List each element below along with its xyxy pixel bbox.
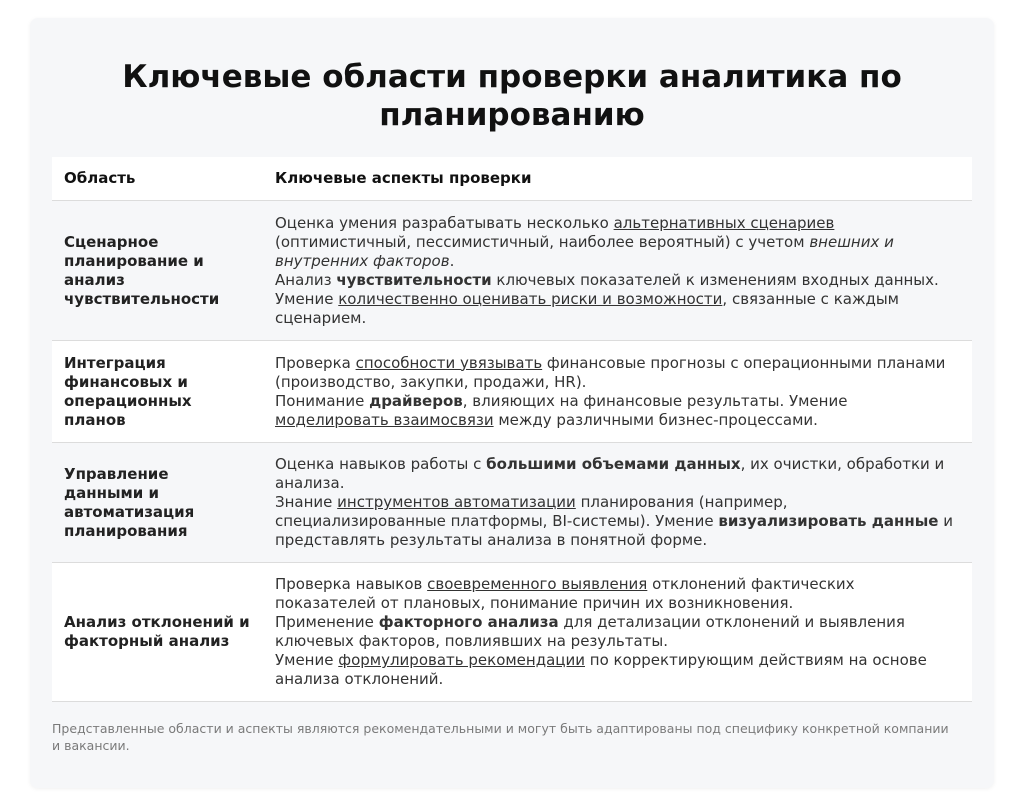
underlined-term: формулировать рекомендации <box>338 651 585 669</box>
bold-term: визуализировать данные <box>718 512 939 530</box>
page-title: Ключевые области проверки аналитика по планированию <box>122 59 902 133</box>
bold-term: чувствительности <box>336 270 492 289</box>
aspect-text: Понимание <box>275 391 370 410</box>
underlined-term: инструментов автоматизации <box>337 493 576 511</box>
aspect-text: ключевых показателей к изменениям входных данных. Умение <box>275 270 939 308</box>
aspect-text: Оценка навыков работы с <box>275 455 487 473</box>
bold-term: факторного анализа <box>378 613 559 631</box>
area-cell: Интеграция финансовых и операционных планов <box>52 341 263 443</box>
underlined-term: количественно оценивать риски и возможности <box>338 289 723 308</box>
table-row <box>52 341 972 443</box>
aspect-text: для детализации отклонений и выявления ключевых факторов, повлиявших на результаты. <box>275 613 905 650</box>
header-area: Область <box>52 157 263 201</box>
area-cell: Сценарное планирование и анализ чувствительности <box>52 201 263 341</box>
area-cell: Управление данными и автоматизация планирования <box>52 443 263 563</box>
table-row <box>52 443 972 563</box>
review-areas-table <box>52 157 972 702</box>
aspect-text: Анализ <box>275 270 337 289</box>
aspect-text: и представлять результаты анализа в понятной форме. <box>275 512 953 549</box>
aspect-text: Применение <box>275 613 379 631</box>
header-aspects: Ключевые аспекты проверки <box>263 157 972 201</box>
aspect-text: Умение <box>275 651 339 669</box>
aspect-text: , их очистки, обработки и анализа. <box>275 455 945 492</box>
bold-term: драйверов <box>369 391 463 410</box>
aspect-text: (оптимистичный, пессимистичный, наиболее вероятный) с учетом <box>275 232 810 251</box>
table-header-row <box>52 157 972 201</box>
underlined-term: способности увязывать <box>355 353 543 372</box>
area-cell: Анализ отклонений и факторный анализ <box>52 563 263 702</box>
footnote: Представленные области и аспекты являются рекомендательными и могут быть адаптированы под специфику конкретной компании и вакансии. <box>52 721 949 753</box>
aspect-text: . <box>449 251 455 270</box>
aspect-text: финансовые прогнозы с операционными планами (производство, закупки, продажи, HR). <box>275 353 946 391</box>
aspect-text: Проверка <box>275 353 356 372</box>
aspects-cell <box>263 341 972 443</box>
aspects-cell <box>263 443 972 563</box>
aspect-text: Знание <box>275 493 338 511</box>
aspect-text: , влияющих на финансовые результаты. Умение <box>462 391 848 410</box>
table-row <box>52 563 972 702</box>
underlined-term: альтернативных сценариев <box>613 213 835 232</box>
italic-term: внешних и внутренних факторов <box>275 232 894 270</box>
aspects-cell <box>263 563 972 702</box>
aspect-text: между различными бизнес-процессами. <box>493 410 818 429</box>
aspect-text: , связанные с каждым сценарием. <box>275 289 899 327</box>
aspect-text: по корректирующим действиям на основе анализа отклонений. <box>275 651 927 688</box>
table-row <box>52 201 972 341</box>
bold-term: большими объемами данных <box>486 455 741 473</box>
aspect-text: Проверка навыков <box>275 575 428 593</box>
aspect-text: планирования (например, специализированные платформы, BI-системы). Умение <box>275 493 788 530</box>
underlined-term: моделировать взаимосвязи <box>275 410 494 429</box>
underlined-term: своевременного выявления <box>427 575 648 593</box>
aspect-text: Оценка умения разрабатывать несколько <box>275 213 614 232</box>
aspect-text: отклонений фактических показателей от плановых, понимание причин их возникновения. <box>275 575 855 612</box>
aspects-cell <box>263 201 972 341</box>
